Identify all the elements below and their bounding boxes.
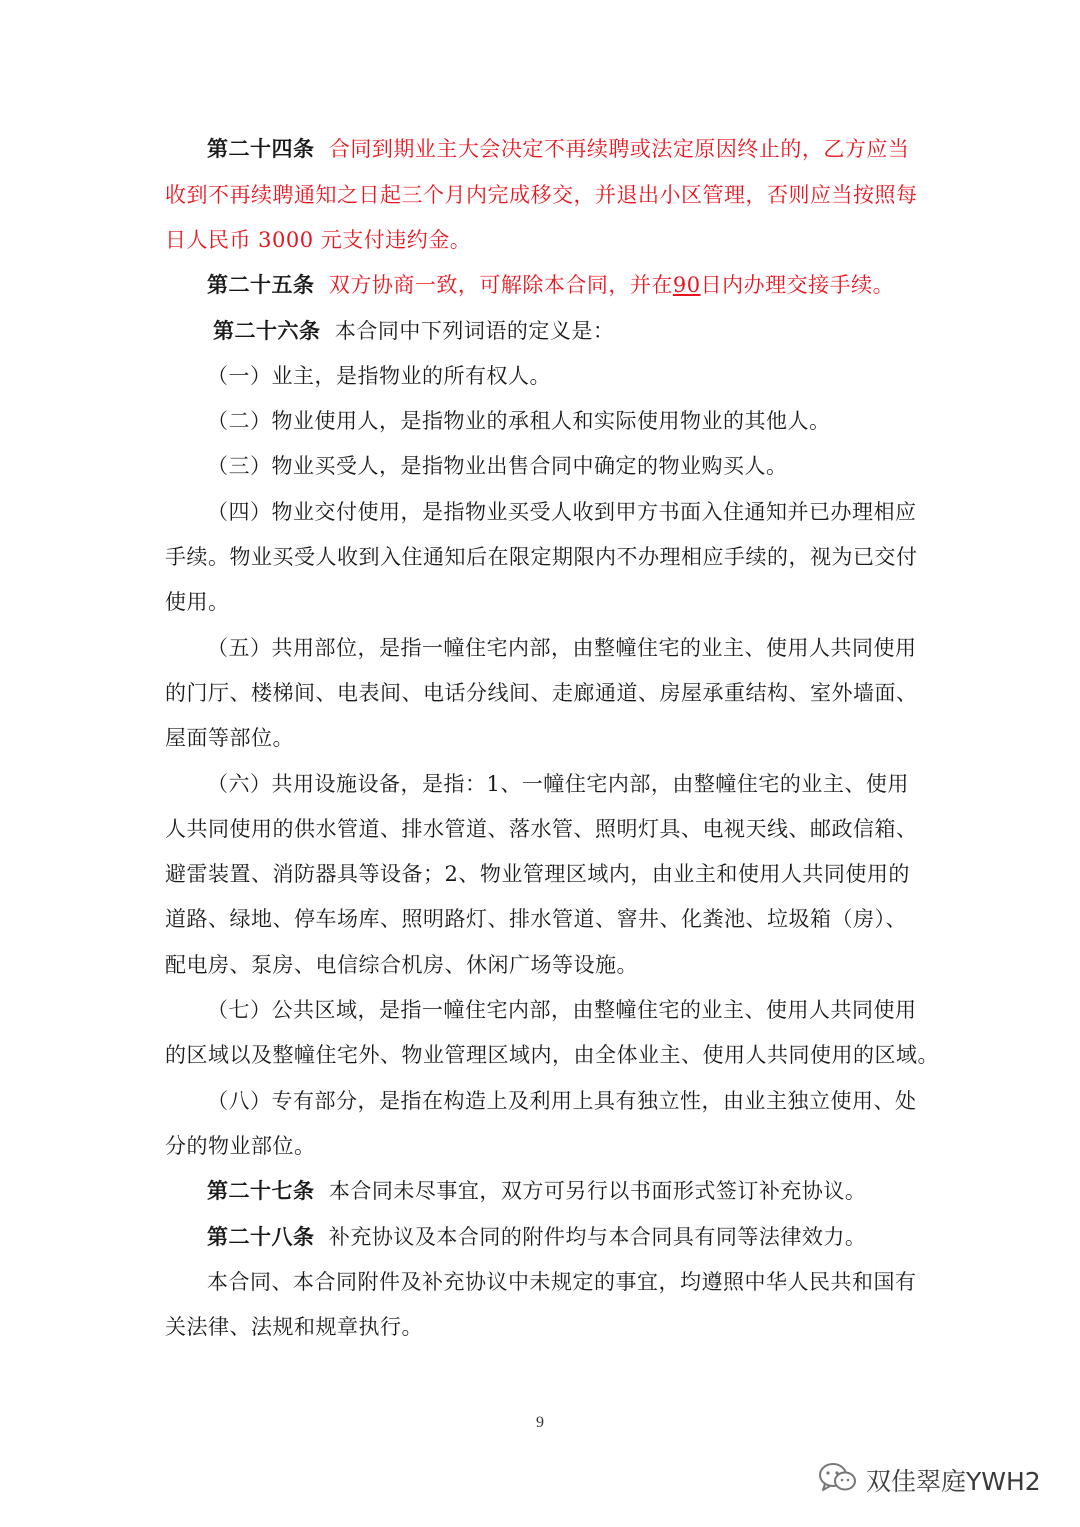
definition-4-line-2: 手续。物业买受人收到入住通知后在限定期限内不办理相应手续的，视为已交付 [165, 545, 918, 569]
definition-6-line-1: （六）共用设施设备，是指：1、一幢住宅内部，由整幢住宅的业主、使用 [207, 772, 909, 796]
document-page [165, 0, 939, 1527]
definition-4-line-1: （四）物业交付使用，是指物业买受人收到甲方书面入住通知并已办理相应 [207, 500, 917, 524]
article-25-text-after: 日内办理交接手续。 [700, 273, 895, 297]
watermark-text: 双佳翠庭YWH2 [866, 1467, 1041, 1496]
definition-8-line-2: 分的物业部位。 [165, 1134, 316, 1158]
article-25-line [207, 270, 894, 300]
definition-5-line-3: 屋面等部位。 [165, 726, 294, 750]
definition-5-line-2: 的门厅、楼梯间、电表间、电话分线间、走廊通道、房屋承重结构、室外墙面、 [165, 681, 918, 705]
article-25-days: 90 [672, 273, 701, 297]
article-26-intro: 本合同中下列词语的定义是： [334, 319, 615, 343]
article-24-line-1 [207, 134, 909, 164]
definition-2: （二）物业使用人，是指物业的承租人和实际使用物业的其他人。 [207, 409, 831, 433]
definition-6-line-5: 配电房、泵房、电信综合机房、休闲广场等设施。 [165, 953, 638, 977]
closing-line-1: 本合同、本合同附件及补充协议中未规定的事宜，均遵照中华人民共和国有 [207, 1270, 917, 1294]
definition-3: （三）物业买受人，是指物业出售合同中确定的物业购买人。 [207, 454, 788, 478]
article-27-text: 本合同未尽事宜，双方可另行以书面形式签订补充协议。 [328, 1179, 867, 1203]
watermark [818, 1460, 1041, 1500]
definition-6-line-2: 人共同使用的供水管道、排水管道、落水管、照明灯具、电视天线、邮政信箱、 [165, 817, 918, 841]
article-28-heading: 第二十八条 [207, 1224, 315, 1249]
article-28-text: 补充协议及本合同的附件均与本合同具有同等法律效力。 [328, 1225, 867, 1249]
definition-6-line-3: 避雷装置、消防器具等设备；2、物业管理区域内，由业主和使用人共同使用的 [165, 862, 910, 886]
article-25-heading: 第二十五条 [207, 272, 315, 297]
article-26-heading: 第二十六条 [213, 318, 321, 343]
article-26-line [213, 316, 614, 346]
definition-6-line-4: 道路、绿地、停车场库、照明路灯、排水管道、窨井、化粪池、垃圾箱（房）、 [165, 907, 907, 931]
definition-5-line-1: （五）共用部位，是指一幢住宅内部，由整幢住宅的业主、使用人共同使用 [207, 636, 917, 660]
page-number: 9 [536, 1414, 544, 1431]
article-28-line [207, 1222, 866, 1252]
article-24-heading: 第二十四条 [207, 136, 315, 161]
article-27-heading: 第二十七条 [207, 1178, 315, 1203]
article-27-line [207, 1176, 866, 1206]
article-24-line-2: 收到不再续聘通知之日起三个月内完成移交，并退出小区管理，否则应当按照每 [165, 183, 918, 207]
wechat-icon [818, 1461, 858, 1499]
definition-7-line-1: （七）公共区域，是指一幢住宅内部，由整幢住宅的业主、使用人共同使用 [207, 998, 917, 1022]
article-24-text: 合同到期业主大会决定不再续聘或法定原因终止的，乙方应当 [328, 137, 910, 161]
definition-4-line-3: 使用。 [165, 590, 230, 614]
article-24-line-3: 日人民币 3000 元支付违约金。 [165, 228, 472, 252]
definition-1: （一）业主，是指物业的所有权人。 [207, 364, 551, 388]
definition-8-line-1: （八）专有部分，是指在构造上及利用上具有独立性，由业主独立使用、处 [207, 1089, 917, 1113]
definition-7-line-2: 的区域以及整幢住宅外、物业管理区域内，由全体业主、使用人共同使用的区域。 [165, 1043, 939, 1067]
closing-line-2: 关法律、法规和规章执行。 [165, 1315, 423, 1339]
article-25-text-before: 双方协商一致，可解除本合同，并在 [328, 273, 673, 297]
